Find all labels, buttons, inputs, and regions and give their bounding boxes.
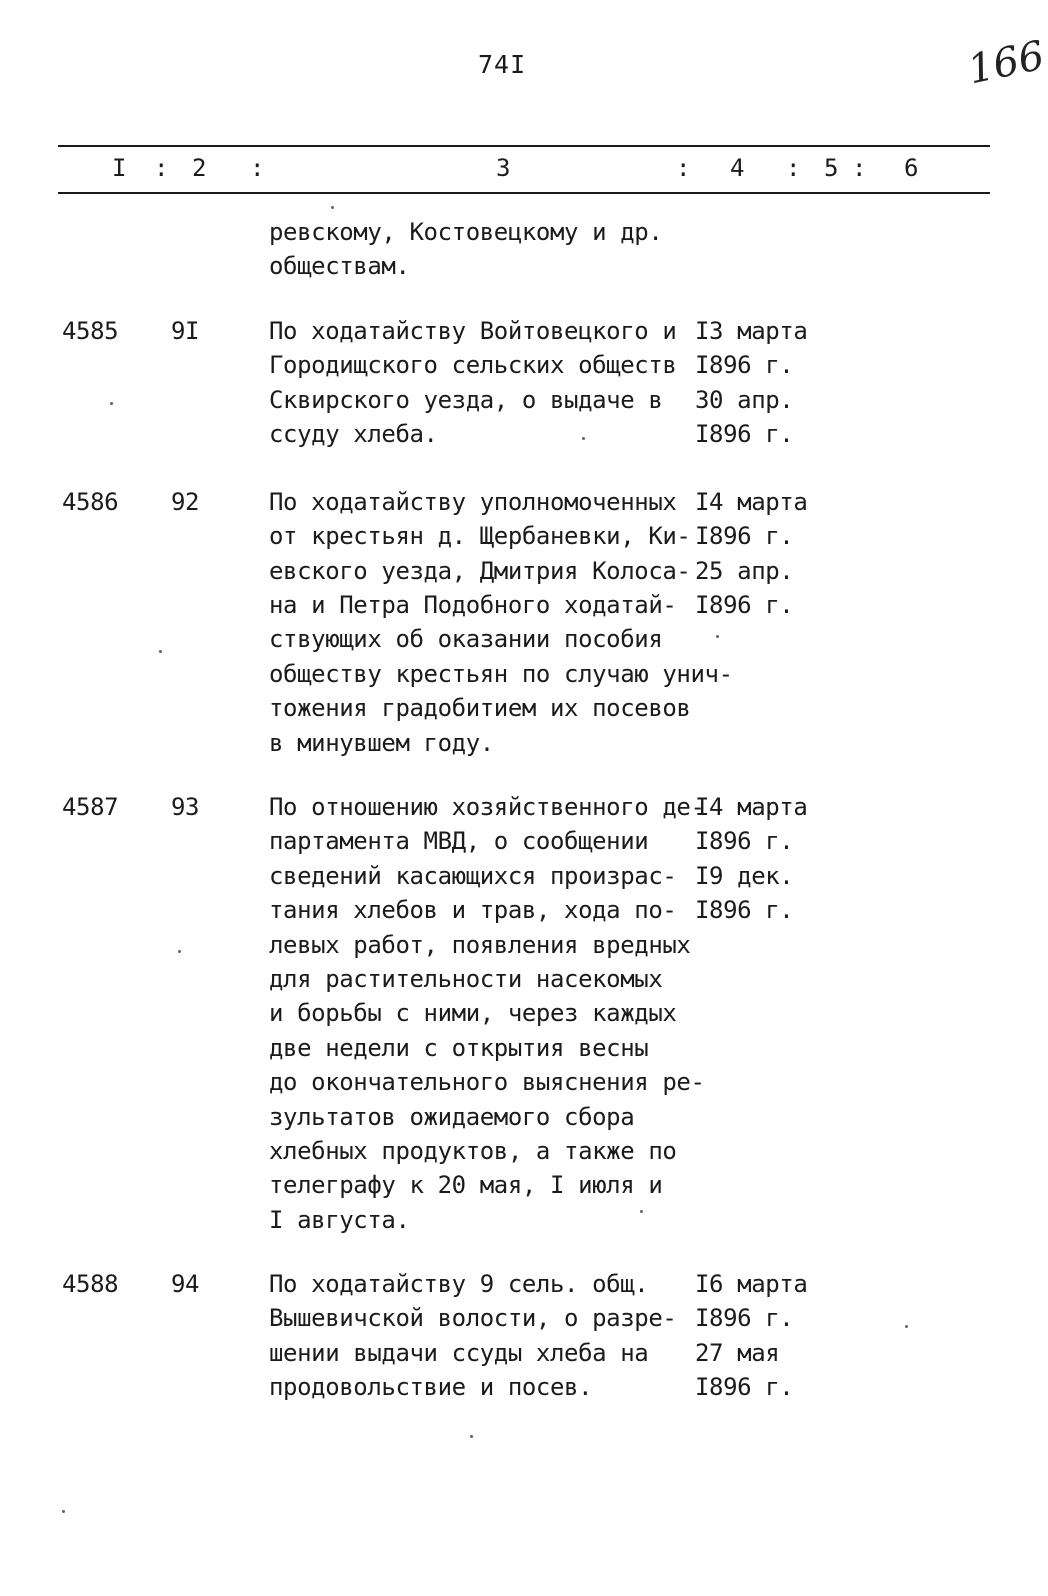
text-line: тания хлебов и трав, хода по- bbox=[269, 896, 677, 924]
text-line: партамента МВД, о сообщении bbox=[269, 827, 649, 855]
column-header-4: 4 bbox=[730, 154, 745, 182]
date-line: I896 г. bbox=[695, 420, 794, 448]
column-header-1: I bbox=[112, 154, 127, 182]
column-separator: : bbox=[154, 154, 169, 182]
scan-speck bbox=[582, 437, 585, 440]
scan-speck bbox=[470, 1435, 473, 1438]
column-header-3: 3 bbox=[496, 154, 511, 182]
text-line: тожения градобитием их посевов bbox=[269, 694, 691, 722]
scan-speck bbox=[640, 1210, 643, 1213]
text-line: на и Петра Подобного ходатай- bbox=[269, 591, 677, 619]
date-line: I4 марта bbox=[695, 793, 808, 821]
date-line: I896 г. bbox=[695, 591, 794, 619]
date-line: I896 г. bbox=[695, 522, 794, 550]
text-line: продовольствие и посев. bbox=[269, 1373, 593, 1401]
column-separator: : bbox=[786, 154, 801, 182]
text-line: обществам. bbox=[269, 252, 410, 280]
text-line: По ходатайству 9 сель. общ. bbox=[269, 1270, 649, 1298]
page-number: 74I bbox=[478, 50, 527, 79]
column-separator: : bbox=[676, 154, 691, 182]
scan-speck bbox=[62, 1510, 65, 1513]
text-line: Сквирского уезда, о выдаче в bbox=[269, 386, 663, 414]
entry-number: 4586 bbox=[62, 488, 119, 516]
text-line: зультатов ожидаемого сбора bbox=[269, 1103, 635, 1131]
text-line: телеграфу к 20 мая, I июля и bbox=[269, 1171, 663, 1199]
scan-speck bbox=[331, 206, 334, 209]
scan-speck bbox=[178, 950, 181, 953]
entry-sub-number: 94 bbox=[171, 1270, 200, 1298]
header-rule-bottom bbox=[58, 192, 990, 194]
entry-number: 4585 bbox=[62, 317, 119, 345]
column-separator: : bbox=[250, 154, 265, 182]
text-line: шении выдачи ссуды хлеба на bbox=[269, 1339, 649, 1367]
date-line: I896 г. bbox=[695, 827, 794, 855]
date-line: I9 дек. bbox=[695, 862, 794, 890]
date-line: I6 марта bbox=[695, 1270, 808, 1298]
text-line: ревскому, Костовецкому и др. bbox=[269, 218, 663, 246]
text-line: ствующих об оказании пособия bbox=[269, 625, 663, 653]
entry-sub-number: 93 bbox=[171, 793, 200, 821]
date-line: I896 г. bbox=[695, 1373, 794, 1401]
text-line: хлебных продуктов, а также по bbox=[269, 1137, 677, 1165]
text-line: Вышевичской волости, о разре- bbox=[269, 1304, 677, 1332]
text-line: до окончательного выяснения ре- bbox=[269, 1068, 705, 1096]
date-line: I4 марта bbox=[695, 488, 808, 516]
scan-speck bbox=[716, 635, 719, 638]
scan-speck bbox=[905, 1325, 908, 1328]
entry-number: 4588 bbox=[62, 1270, 119, 1298]
column-header-5: 5 bbox=[824, 154, 839, 182]
date-line: 25 апр. bbox=[695, 557, 794, 585]
entry-sub-number: 92 bbox=[171, 488, 200, 516]
text-line: левых работ, появления вредных bbox=[269, 931, 691, 959]
entry-sub-number: 9I bbox=[171, 317, 200, 345]
text-line: и борьбы с ними, через каждых bbox=[269, 999, 677, 1027]
date-line: I896 г. bbox=[695, 896, 794, 924]
date-line: 27 мая bbox=[695, 1339, 780, 1367]
text-line: для растительности насекомых bbox=[269, 965, 663, 993]
scan-speck bbox=[110, 402, 113, 405]
text-line: в минувшем году. bbox=[269, 729, 494, 757]
text-line: По отношению хозяйственного де- bbox=[269, 793, 705, 821]
scan-speck bbox=[159, 650, 162, 653]
text-line: от крестьян д. Щербаневки, Ки- bbox=[269, 522, 691, 550]
text-line: По ходатайству Войтовецкого и bbox=[269, 317, 677, 345]
header-rule-top bbox=[58, 145, 990, 147]
text-line: обществу крестьян по случаю унич- bbox=[269, 660, 733, 688]
text-line: I августа. bbox=[269, 1206, 410, 1234]
text-line: Городищского сельских обществ bbox=[269, 351, 677, 379]
text-line: ссуду хлеба. bbox=[269, 420, 438, 448]
entry-number: 4587 bbox=[62, 793, 119, 821]
text-line: По ходатайству уполномоченных bbox=[269, 488, 677, 516]
date-line: I896 г. bbox=[695, 1304, 794, 1332]
archive-folio-number: 166 bbox=[964, 32, 1048, 94]
date-line: I3 марта bbox=[695, 317, 808, 345]
text-line: две недели с открытия весны bbox=[269, 1034, 649, 1062]
date-line: I896 г. bbox=[695, 351, 794, 379]
date-line: 30 апр. bbox=[695, 386, 794, 414]
column-header-2: 2 bbox=[192, 154, 207, 182]
text-line: евского уезда, Дмитрия Колоса- bbox=[269, 557, 691, 585]
column-separator: : bbox=[852, 154, 867, 182]
text-line: сведений касающихся произрас- bbox=[269, 862, 677, 890]
column-header-6: 6 bbox=[904, 154, 919, 182]
